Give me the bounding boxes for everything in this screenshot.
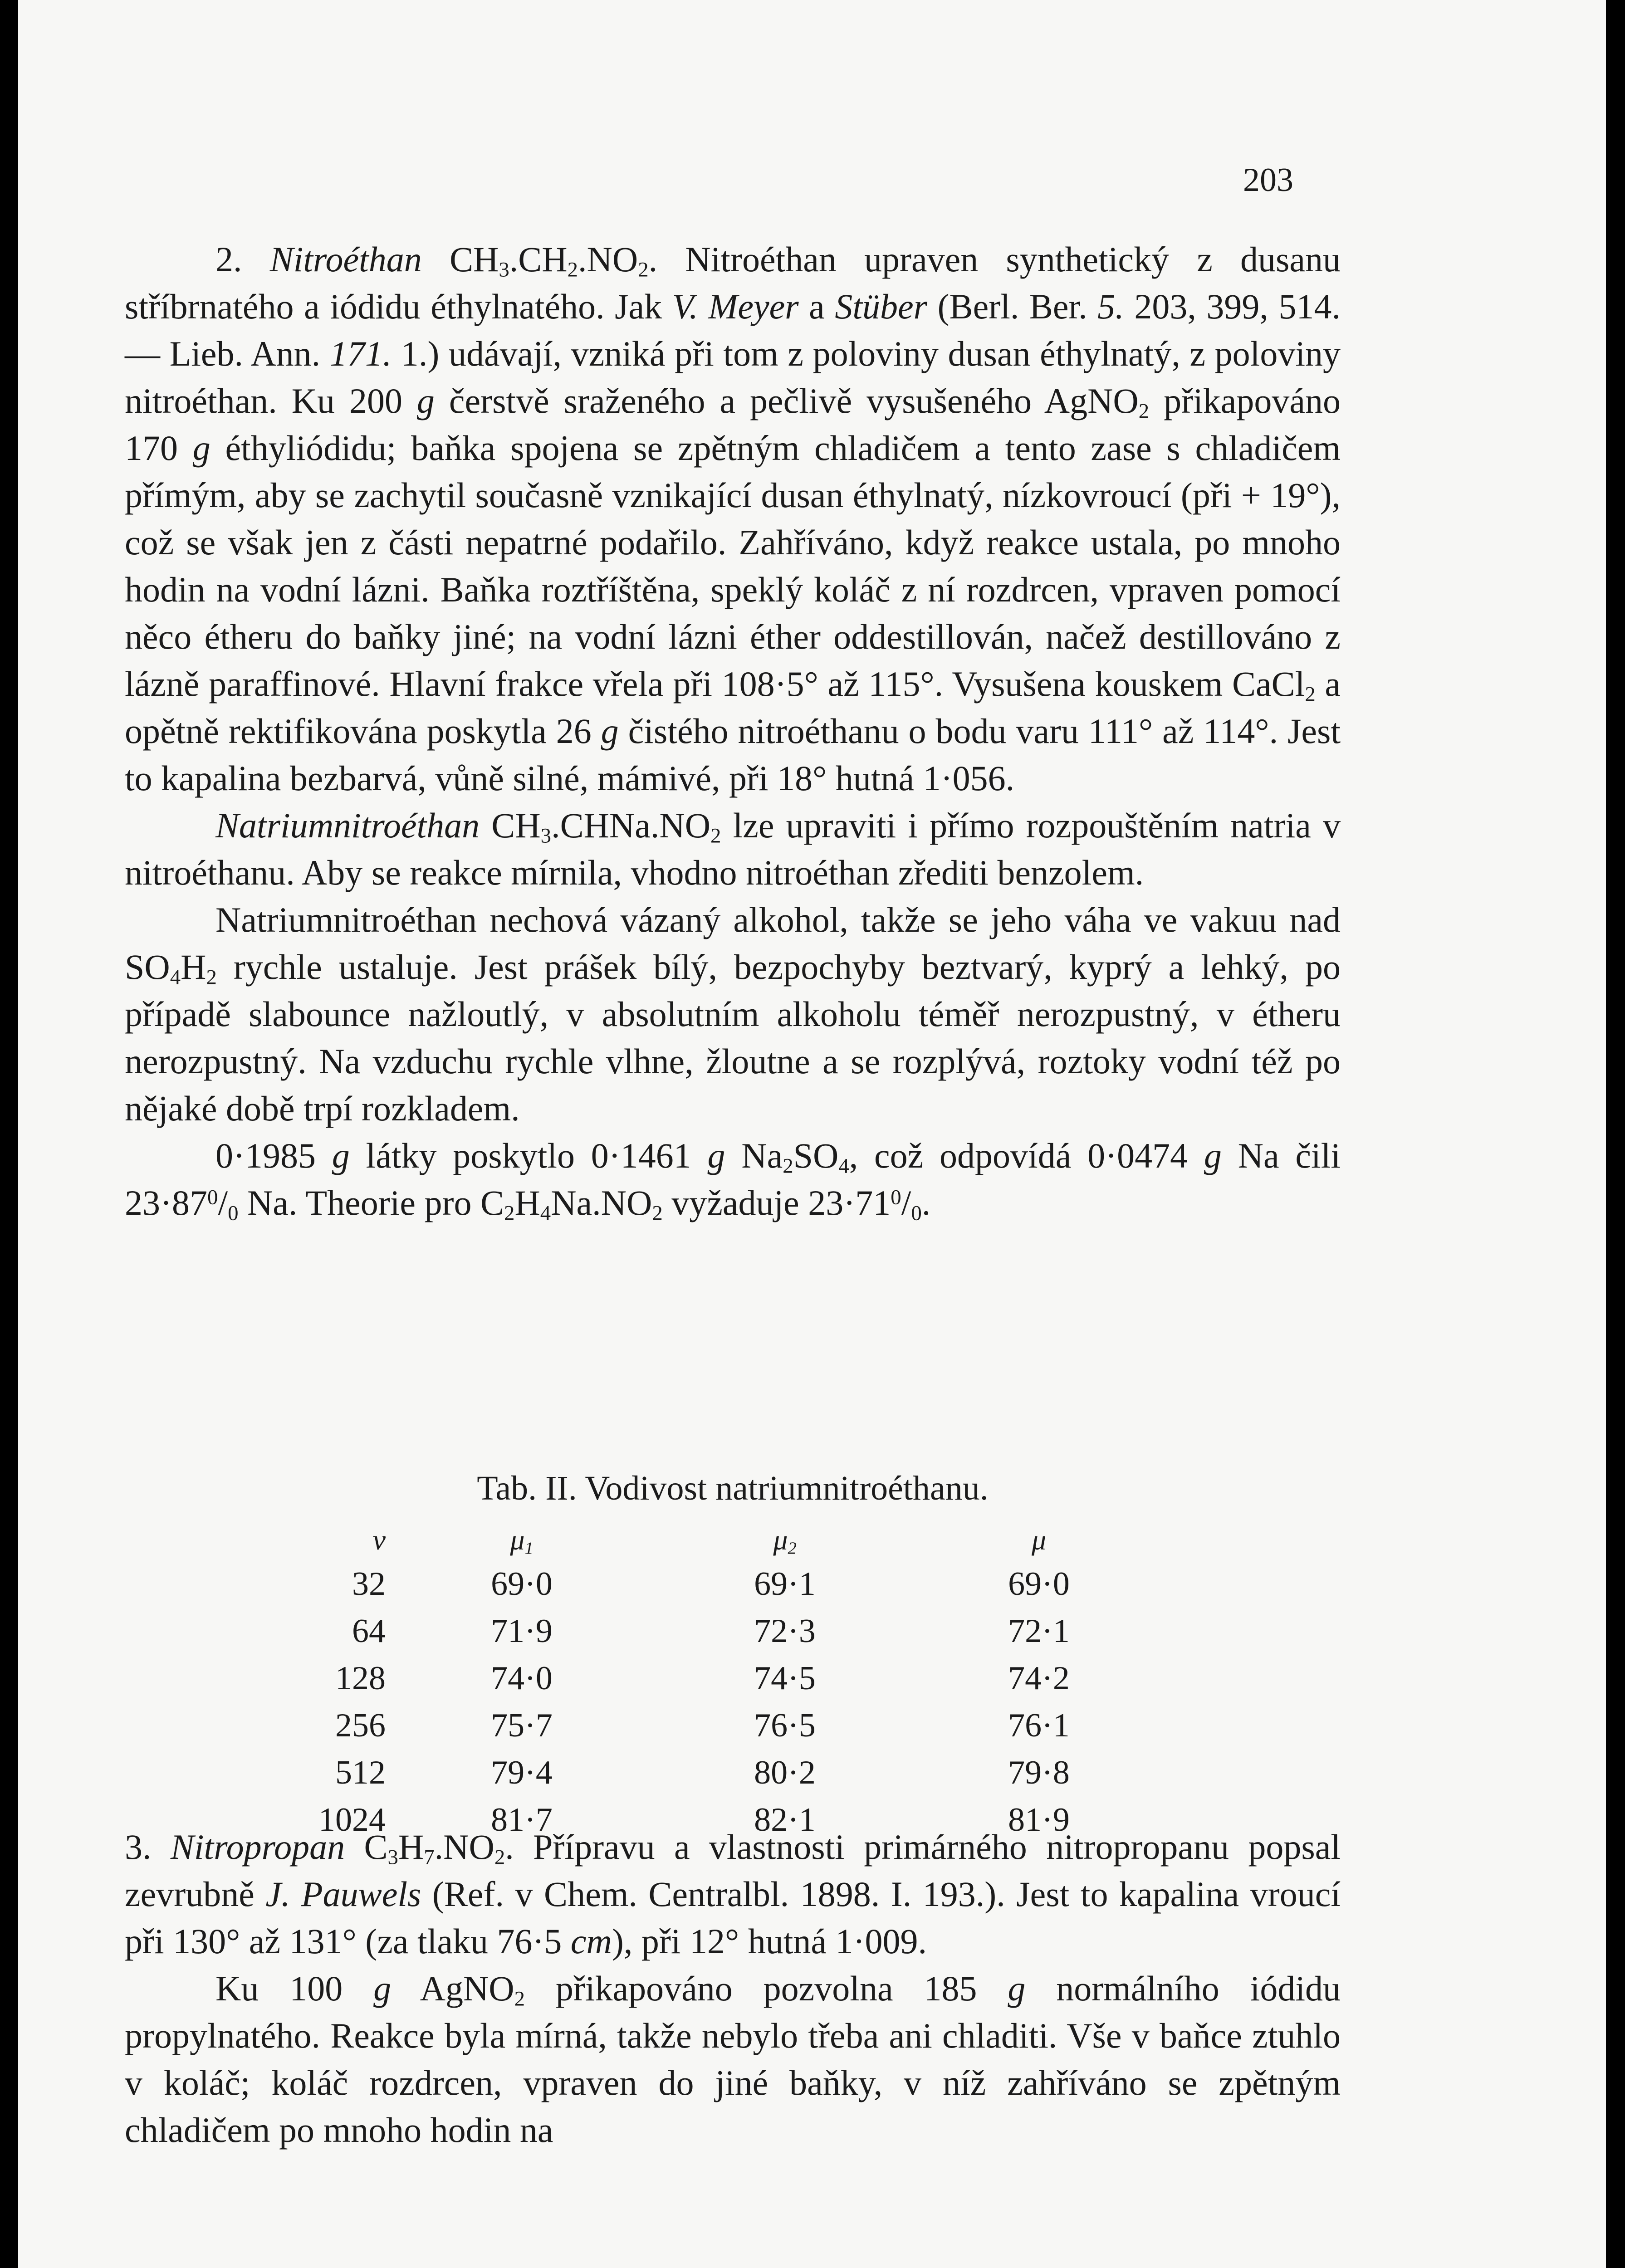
table-cell: 81·7 <box>491 1801 553 1838</box>
page <box>18 0 1606 2268</box>
table-cell: 75·7 <box>491 1706 553 1744</box>
table-cell: 74·5 <box>754 1659 816 1697</box>
table-row <box>272 1560 1166 1608</box>
table-cell: 79·4 <box>491 1754 553 1791</box>
table-cell: 1024 <box>318 1801 386 1838</box>
page-number: 203 <box>1243 161 1293 199</box>
table-cell: 71·9 <box>491 1612 553 1650</box>
table-cell: 74·0 <box>491 1659 553 1697</box>
table-cell: 76·1 <box>1008 1706 1070 1744</box>
header-v: v <box>372 1524 386 1556</box>
table-cell: 69·1 <box>754 1565 816 1603</box>
table-cell: 128 <box>335 1659 386 1697</box>
header-mu: μ <box>1031 1524 1047 1556</box>
table-cell: 79·8 <box>1008 1754 1070 1791</box>
section-3-paragraph: 3. Nitropropan $C_3H_7.NO_2$. Přípravu a vlastnosti primárného nitropropanu popsal zevrubně J. Pauwels (Ref. v Chem. Centralbl. 1898. I. 193.). Jest to kapalina vroucí při 130° až 131° (za tlaku 76·5 cm), při 12° hutná 1·009. <box>125 1827 1341 1961</box>
table-cell: 69·0 <box>1008 1565 1070 1603</box>
natrium-paragraph: Natriumnitroéthan $CH_3.CHNa.NO_2$ lze upraviti i přímo rozpouštěním natria v nitroéthanu. Aby se reakce mírnila, vhodno nitroéthan zřediti benzolem. <box>125 806 1341 892</box>
analysis-paragraph: 0·1985 g látky poskytlo 0·1461 g $Na_2SO_4$, což odpovídá 0·0474 g Na čili $23\cdot 87^0/_0$ Na. Theorie pro $C_2H_4Na.NO_2$ vyžaduje $23\cdot 71^0/_0$. <box>125 1136 1341 1225</box>
text-block-lower <box>125 1823 1341 2154</box>
table-cell: 76·5 <box>754 1706 816 1744</box>
table-cell: 64 <box>352 1612 386 1650</box>
table-cell: 512 <box>335 1754 386 1791</box>
table-cell: 69·0 <box>491 1565 553 1603</box>
table-cell: 72·3 <box>754 1612 816 1650</box>
last-paragraph: Ku 100 g AgNO$_2$ přikapováno pozvolna 185 g normálního iódidu propylnatého. Reakce byla mírná, takže nebylo třeba ani chladiti. Vše v baňce ztuhlo v koláč; koláč rozdrcen, vpraven do jiné baňky, v níž zahříváno se zpětným chladičem po mnoho hodin na <box>125 1969 1341 2150</box>
table-cell: 72·1 <box>1008 1612 1070 1650</box>
table-row <box>272 1608 1166 1655</box>
section-2-text: . Nitroéthan upraven synthetický z dusanu stříbrnatého a iódidu éthylnatého. Jak V. Meyer a Stüber (Berl. Ber. 5. 203, 399, 514. — Lieb. Ann. 171. 1.) udávají, vzniká při tom z poloviny dusan éthylnatý, z poloviny nitroéthan. Ku 200 g čerstvě sraženého a pečlivě vysušeného AgNO$_2$ přikapováno 170 g éthyliódidu; baňka spojena se zpětným chladičem a tento zase s chladičem přímým, aby se zachytil současně vznikající dusan éthylnatý, nízkovroucí (při + 19°), což se však jen z části nepatrné podařilo. Zahříváno, když reakce ustala, po mnoho hodin na vodní lázni. Baňka roztříštěna, speklý koláč z ní rozdrcen, vpraven pomocí něco étheru do baňky jiné; na vodní lázni éther oddestillován, načež destillováno z lázně paraffinové. Hlavní frakce vřela při 108·5° až 115°. Vysušena kouskem CaCl$_2$ a opětně rektifikována poskytla 26 g čistého nitroéthanu o bodu varu 111° až 114°. Jest to kapalina bezbarvá, vůně silné, mámivé, při 18° hutná 1·056. <box>125 240 1341 798</box>
table-cell: 82·1 <box>754 1801 816 1838</box>
conductivity-table <box>272 1520 1166 1843</box>
table-row <box>272 1655 1166 1702</box>
table-caption: Tab. II. Vodivost natriumnitroéthanu. <box>477 1469 989 1507</box>
properties-paragraph: Natriumnitroéthan nechová vázaný alkohol, takže se jeho váha ve vakuu nad $SO_4H_2$ rychle ustaluje. Jest prášek bílý, bezpochyby beztvarý, kyprý a lehký, po případě slabounce nažloutlý, v absolutním alkoholu téměř nerozpustný, v étheru nerozpustný. Na vzduchu rychle vlhne, žloutne a se rozplývá, roztoky vodní též po nějaké době trpí rozkladem. <box>125 900 1341 1128</box>
header-mu1: $\mu_1$ <box>510 1524 534 1558</box>
table-cell: 74·2 <box>1008 1659 1070 1697</box>
table-header-row <box>272 1520 1166 1560</box>
table-cell: 80·2 <box>754 1754 816 1791</box>
section-number: 2. <box>215 240 242 279</box>
table-cell: 256 <box>335 1706 386 1744</box>
table-cell: 32 <box>352 1565 386 1603</box>
table-cell: 81·9 <box>1008 1801 1070 1838</box>
table-row <box>272 1702 1166 1749</box>
compound-name: Nitroéthan <box>269 240 422 279</box>
section-2-paragraph <box>125 236 1341 802</box>
header-mu2: $\mu_2$ <box>773 1524 797 1558</box>
text-block-upper <box>125 236 1341 1227</box>
table-row <box>272 1749 1166 1796</box>
compound-formula: $CH_3.CH_2.NO_2$ <box>450 240 649 282</box>
